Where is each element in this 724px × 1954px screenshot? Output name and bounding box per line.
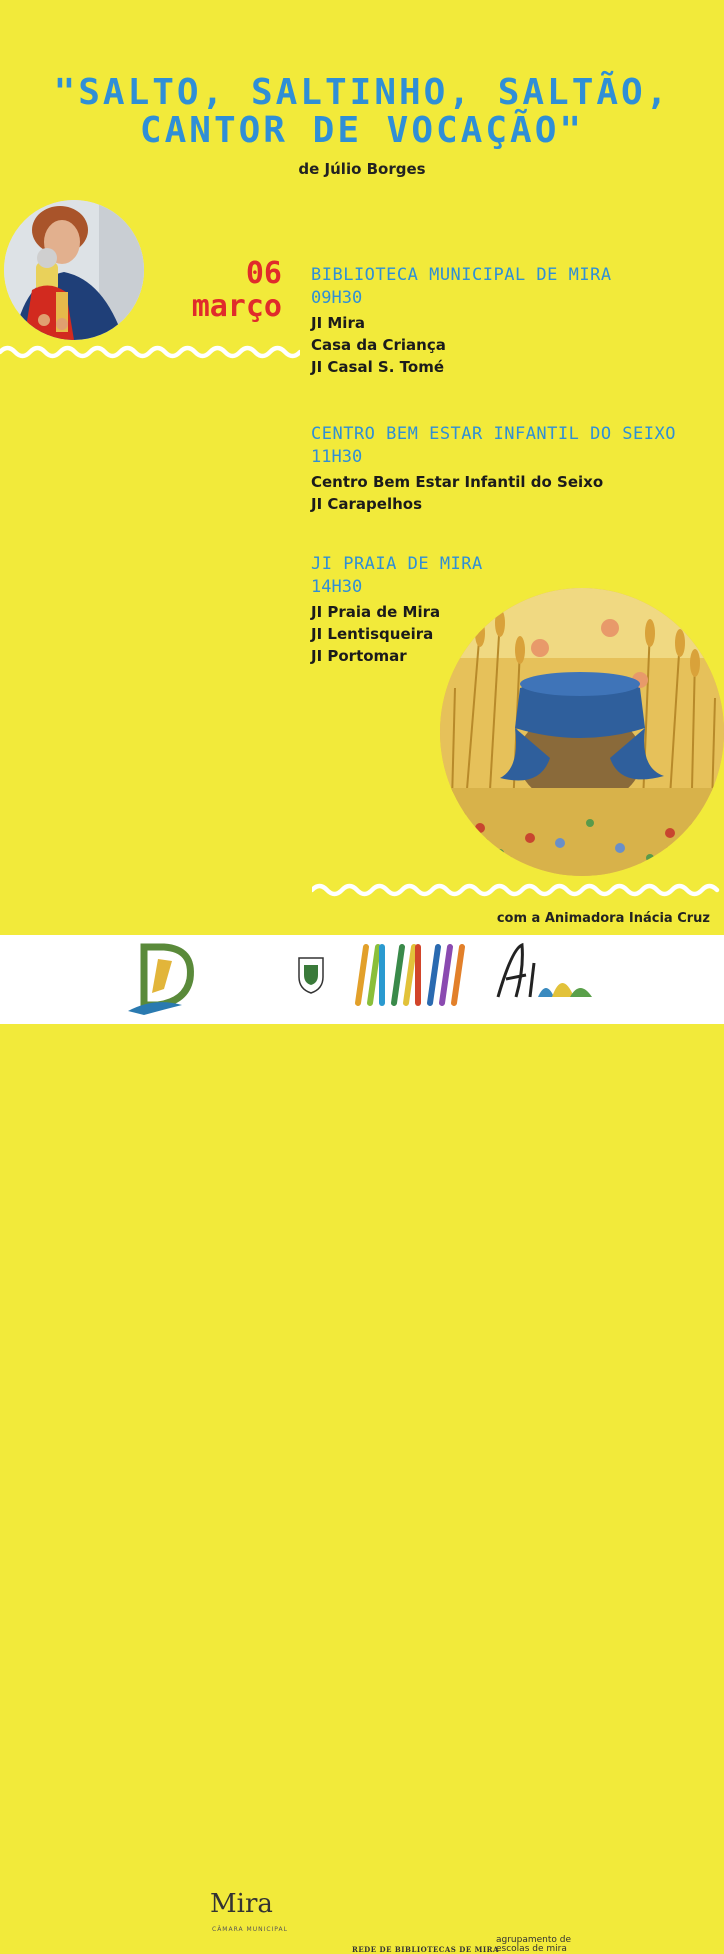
school-list <box>311 312 612 378</box>
school-group-label <box>496 1936 571 1954</box>
school-item: JI Casal S. Tomé <box>311 358 445 376</box>
school-item: Centro Bem Estar Infantil do Seixo <box>311 473 604 491</box>
venue-time: 11H30 <box>311 447 363 467</box>
venue-block-2 <box>311 423 676 515</box>
school-item: JI Praia de Mira <box>311 603 441 621</box>
title-line-2: CANTOR DE VOCAÇÃO" <box>139 110 585 151</box>
mira-logo-subtitle: CÂMARA MUNICIPAL <box>212 1926 288 1933</box>
school-group-label-line-1: agrupamento de <box>496 1935 572 1945</box>
school-group-logo-icon <box>494 939 598 1001</box>
title-line-1: "SALTO, SALTINHO, SALTÃO, <box>53 72 671 113</box>
school-list <box>311 471 676 515</box>
footer-logos <box>0 935 724 1954</box>
library-network-logo-icon <box>352 939 468 1007</box>
school-item: JI Mira <box>311 314 365 332</box>
venue-time: 14H30 <box>311 577 363 597</box>
animator-credit: com a Animadora Inácia Cruz <box>496 911 710 926</box>
event-title <box>0 74 724 150</box>
date-day: 06 <box>245 256 282 291</box>
poster <box>0 0 724 935</box>
wave-divider-bottom <box>312 880 724 900</box>
school-item: JI Portomar <box>311 647 407 665</box>
school-item: JI Carapelhos <box>311 495 422 513</box>
venue-name: JI PRAIA DE MIRA <box>311 554 483 574</box>
date-month: março <box>191 289 282 324</box>
venue-block-3 <box>311 553 483 667</box>
event-date <box>160 258 282 324</box>
coat-of-arms-icon <box>296 955 326 995</box>
mira-logo-icon <box>124 939 210 1017</box>
school-item: JI Lentisqueira <box>311 625 434 643</box>
animator-photo <box>4 200 144 340</box>
venue-name: CENTRO BEM ESTAR INFANTIL DO SEIXO <box>311 424 676 444</box>
school-list <box>311 601 483 667</box>
library-network-label: REDE DE BIBLIOTECAS DE MIRA <box>352 1945 499 1954</box>
mira-logo-text: Mira <box>210 1889 273 1919</box>
venue-block-1 <box>311 264 612 378</box>
venue-name: BIBLIOTECA MUNICIPAL DE MIRA <box>311 265 612 285</box>
school-item: Casa da Criança <box>311 336 446 354</box>
venue-time: 09H30 <box>311 288 363 308</box>
school-group-label-line-2: escolas de mira <box>496 1944 567 1954</box>
wave-divider-top <box>0 342 300 362</box>
author: de Júlio Borges <box>298 160 426 178</box>
story-illustration <box>440 588 724 876</box>
